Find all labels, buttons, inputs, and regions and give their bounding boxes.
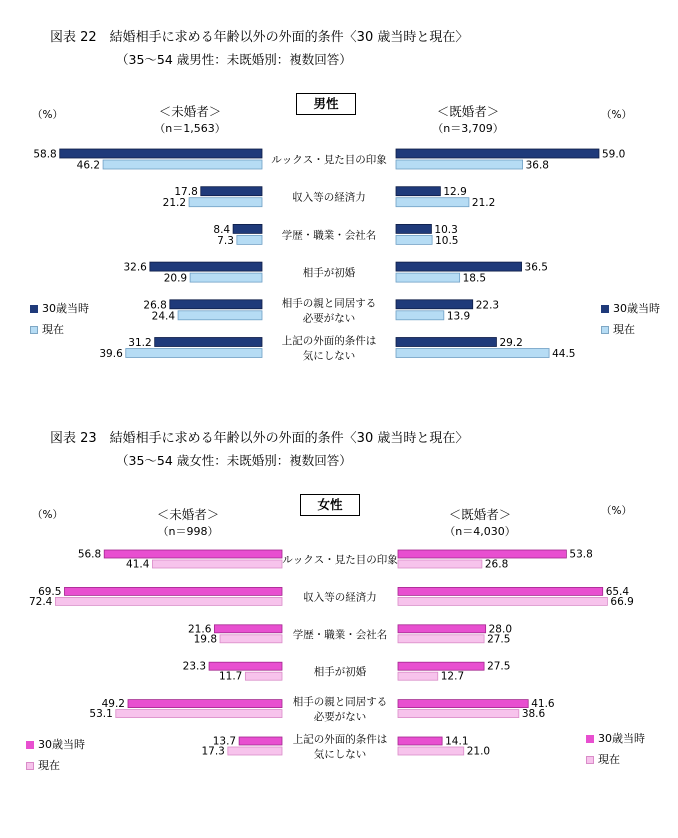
data-label: 27.5 bbox=[487, 633, 511, 646]
bar bbox=[220, 635, 282, 643]
bar bbox=[170, 300, 262, 309]
bar bbox=[233, 224, 262, 233]
figure-22-title: 図表 22 結婚相手に求める年齢以外の外面的条件〈30 歳当時と現在〉 bbox=[50, 30, 469, 45]
bar bbox=[189, 198, 262, 207]
data-label: 66.9 bbox=[610, 595, 634, 608]
data-label: 13.7 bbox=[212, 735, 237, 748]
data-label: 69.5 bbox=[38, 585, 62, 598]
data-label: 65.4 bbox=[605, 585, 630, 598]
bar bbox=[396, 311, 444, 320]
bar bbox=[398, 672, 438, 680]
data-label: 53.8 bbox=[569, 548, 593, 561]
data-label: 24.4 bbox=[151, 310, 176, 323]
legend-label: 現在 bbox=[38, 759, 60, 772]
bar bbox=[126, 349, 262, 358]
bar bbox=[214, 625, 282, 633]
data-label: 28.0 bbox=[488, 623, 513, 636]
bar bbox=[155, 338, 262, 347]
category-label: 気にしない bbox=[302, 350, 356, 362]
bar bbox=[245, 672, 282, 680]
category-label: 相手の親と同居する bbox=[281, 297, 377, 310]
data-label: 36.5 bbox=[524, 261, 548, 274]
chart1-left-n-label: （n＝1,563） bbox=[154, 122, 226, 135]
category-label: 相手が初婚 bbox=[313, 666, 367, 679]
legend-label: 30歳当時 bbox=[38, 738, 85, 751]
category-label: 必要がない bbox=[302, 312, 356, 325]
data-label: 22.3 bbox=[475, 299, 500, 312]
data-label: 21.2 bbox=[471, 197, 496, 210]
data-label: 27.5 bbox=[487, 660, 511, 673]
data-label: 44.5 bbox=[552, 348, 576, 360]
data-label: 59.0 bbox=[601, 148, 626, 161]
category-label: ルックス・見た目の印象 bbox=[271, 154, 387, 166]
data-label: 12.7 bbox=[440, 670, 465, 683]
legend-label: 30歳当時 bbox=[613, 302, 660, 315]
data-label: 8.4 bbox=[213, 223, 231, 236]
bar bbox=[396, 235, 432, 244]
data-label: 20.9 bbox=[163, 272, 188, 285]
bar bbox=[103, 160, 262, 169]
bar bbox=[398, 747, 464, 755]
bar bbox=[398, 587, 603, 595]
bar bbox=[398, 597, 607, 605]
chart1-left-unit: （%） bbox=[32, 109, 63, 121]
bar bbox=[55, 597, 282, 605]
chart2-right-unit: （%） bbox=[601, 505, 632, 517]
legend-label: 30歳当時 bbox=[598, 732, 645, 745]
data-label: 12.9 bbox=[443, 186, 467, 199]
bar bbox=[398, 560, 482, 568]
chart1-right-unit: （%） bbox=[601, 109, 632, 121]
data-label: 17.8 bbox=[174, 186, 198, 199]
legend-label: 30歳当時 bbox=[42, 302, 89, 315]
chart2-right-n-label: （n＝4,030） bbox=[444, 525, 516, 538]
category-label: 必要がない bbox=[313, 711, 367, 724]
category-label: ルックス・見た目の印象 bbox=[282, 554, 398, 566]
chart2-left-n-label: （n＝998） bbox=[157, 525, 219, 538]
legend-label: 現在 bbox=[42, 323, 64, 336]
bar bbox=[116, 710, 282, 718]
data-label: 26.8 bbox=[143, 299, 167, 312]
chart2-right-group-label: ＜既婚者＞ bbox=[448, 507, 512, 522]
bar bbox=[228, 747, 282, 755]
data-label: 38.6 bbox=[521, 708, 546, 721]
bar bbox=[396, 224, 431, 233]
data-label: 10.3 bbox=[434, 223, 458, 236]
bar bbox=[128, 700, 282, 708]
category-label: 気にしない bbox=[313, 748, 367, 761]
figure-22-subtitle: （35～54 歳男性：未既婚別：複数回答） bbox=[116, 52, 352, 67]
category-label: 学歴・職業・会社名 bbox=[292, 628, 388, 641]
bar bbox=[239, 737, 282, 745]
bar bbox=[396, 273, 460, 282]
bar bbox=[190, 273, 262, 282]
bar bbox=[396, 349, 549, 358]
data-label: 53.1 bbox=[89, 708, 113, 721]
bar bbox=[64, 587, 282, 595]
data-label: 10.5 bbox=[435, 234, 459, 247]
data-label: 7.3 bbox=[217, 234, 234, 247]
data-label: 29.2 bbox=[499, 337, 523, 349]
data-label: 11.7 bbox=[218, 670, 243, 683]
chart2-gender-box: 女性 bbox=[300, 494, 360, 516]
data-label: 19.8 bbox=[193, 633, 218, 646]
data-label: 32.6 bbox=[123, 261, 147, 274]
bar bbox=[398, 662, 484, 670]
bar bbox=[398, 625, 486, 633]
bar bbox=[150, 262, 262, 271]
data-label: 14.1 bbox=[445, 735, 469, 748]
data-label: 31.2 bbox=[128, 337, 152, 349]
data-label: 41.6 bbox=[531, 698, 555, 711]
data-label: 17.3 bbox=[201, 745, 225, 758]
category-label: 上記の外面的条件は bbox=[292, 733, 388, 746]
bar bbox=[398, 737, 442, 745]
data-label: 21.2 bbox=[162, 197, 187, 210]
bar bbox=[396, 262, 522, 271]
chart2-left-group-label: ＜未婚者＞ bbox=[156, 507, 220, 522]
data-label: 49.2 bbox=[101, 698, 126, 711]
bar bbox=[60, 149, 262, 158]
legend-label: 現在 bbox=[613, 323, 635, 336]
chart1-right-group-label: ＜既婚者＞ bbox=[436, 104, 500, 119]
chart2-left-unit: （%） bbox=[32, 509, 63, 521]
bar bbox=[396, 300, 473, 309]
bar bbox=[396, 198, 469, 207]
bar bbox=[237, 235, 262, 244]
category-label: 相手が初婚 bbox=[302, 267, 356, 280]
chart1-right-n-label: （n＝3,709） bbox=[432, 122, 504, 135]
data-label: 56.8 bbox=[77, 548, 102, 561]
chart1-gender-box: 男性 bbox=[296, 93, 356, 115]
data-label: 18.5 bbox=[462, 272, 487, 285]
data-label: 21.6 bbox=[188, 623, 212, 636]
bar bbox=[209, 662, 282, 670]
bar bbox=[396, 160, 523, 169]
bar bbox=[396, 338, 496, 347]
data-label: 13.9 bbox=[446, 310, 471, 323]
data-label: 21.0 bbox=[466, 745, 491, 758]
legend-label: 現在 bbox=[598, 753, 620, 766]
data-label: 36.8 bbox=[525, 159, 549, 172]
figure-23-title: 図表 23 結婚相手に求める年齢以外の外面的条件〈30 歳当時と現在〉 bbox=[50, 431, 469, 446]
category-label: 収入等の経済力 bbox=[303, 591, 377, 604]
bar bbox=[396, 187, 440, 196]
bar bbox=[398, 700, 528, 708]
bar bbox=[398, 550, 566, 558]
chart1-left-group-label: ＜未婚者＞ bbox=[158, 104, 222, 119]
bar bbox=[396, 149, 599, 158]
bar bbox=[398, 635, 484, 643]
bar bbox=[398, 710, 519, 718]
category-label: 学歴・職業・会社名 bbox=[281, 229, 377, 242]
bar bbox=[178, 311, 262, 320]
category-label: 相手の親と同居する bbox=[292, 696, 388, 709]
bar bbox=[201, 187, 262, 196]
bar bbox=[152, 560, 282, 568]
data-label: 26.8 bbox=[484, 558, 509, 571]
data-label: 72.4 bbox=[28, 595, 53, 608]
data-label: 23.3 bbox=[182, 660, 207, 673]
data-label: 58.8 bbox=[33, 148, 57, 161]
data-label: 41.4 bbox=[126, 558, 150, 571]
bar bbox=[104, 550, 282, 558]
data-label: 46.2 bbox=[76, 159, 101, 172]
category-label: 上記の外面的条件は bbox=[281, 335, 377, 347]
data-label: 39.6 bbox=[99, 348, 123, 360]
figure-23-subtitle: （35～54 歳女性：未既婚別：複数回答） bbox=[116, 453, 352, 468]
category-label: 収入等の経済力 bbox=[292, 191, 366, 204]
